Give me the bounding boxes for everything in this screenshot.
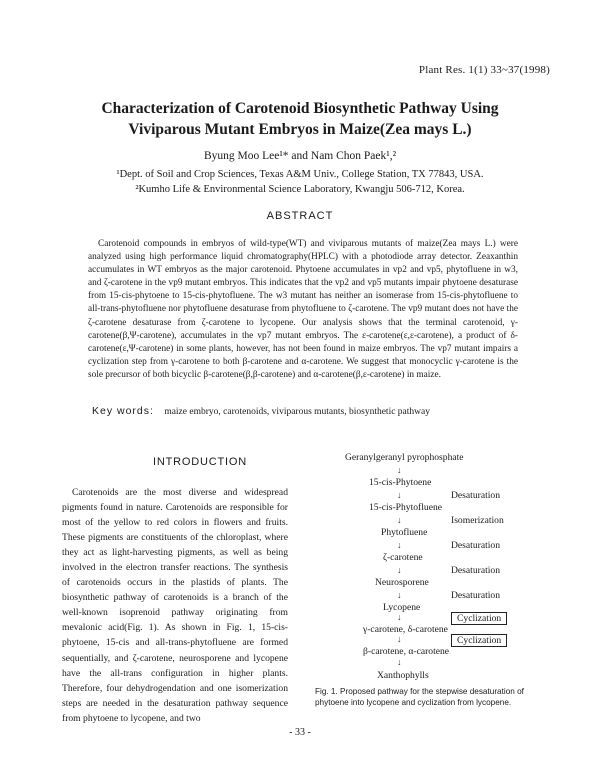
node-xanthophylls: Xanthophylls	[377, 670, 429, 681]
affiliations	[0, 167, 600, 197]
step-cyclization-2: Cyclization	[451, 634, 507, 647]
keywords-list: maize embryo, carotenoids, viviparous mutants, biosynthetic pathway	[164, 407, 430, 417]
step-cyclization-1: Cyclization	[451, 612, 507, 625]
abstract-heading: ABSTRACT	[266, 210, 334, 222]
keywords-label: Key words:	[92, 405, 154, 417]
figure-caption: Fig. 1. Proposed pathway for the stepwise desaturation of phytoene into lycopene and cyclization from lycopene.	[315, 687, 524, 707]
arrow-icon: ↓	[397, 515, 402, 525]
abstract-text: Carotenoid compounds in embryos of wild-type(WT) and viviparous mutants of maize(Zea mays L.) were analyzed using high performance liquid chromatography(HPLC) with a photodiode array detector. Zeaxanthin accumulates in WT embryos as the major carotenoid. Phytoene accumulates in vp2 and vp5, phytofluene in w3, and ζ-carotene in the vp9 mutant embryos. This indicates that the vp2 and vp5 mutants impair phytoene desaturase from 15-cis-phytoene to 15-cis-phytofluene. The w3 mutant has neither an isomerase from 15-cis-phytofluene to all-trans-phytofluene nor phytofluene desaturase from phytofluene to ζ-carotene. The vp9 mutant does not have the ζ-carotene desaturase from ζ-carotene to lycopene. Our analysis shows that the terminal carotenoid, γ-carotene(β,Ψ-carotene), accumulates in the vp7 mutant embryos. The ε-carotene(ε,ε-carotene), a product of δ-carotene(ε,Ψ-carotene) in some plants, however, has not been found in maize embryos. The vp7 mutant impairs a cyclization step from γ-carotene to both β-carotene and α-carotene. We suggest that monocyclic γ-carotene is the sole precursor of both bicyclic β-carotene(β,β-carotene) and α-carotene(β,ε-carotene) in maize.	[88, 239, 518, 380]
arrow-icon: ↓	[397, 490, 402, 500]
affiliation-2: ²Kumho Life & Environmental Science Laboratory, Kwangju 506-712, Korea.	[135, 184, 465, 195]
introduction-text: Carotenoids are the most diverse and widespread pigments found in nature. Carotenoids are responsible for most of the yellow to red colors in flowers and fruits. These pigments are constituents of the chloroplast, where they act as light-harvesting pigments, as well as being involved in the electron transfer reactions. The synthesis of carotenoids occurs in the plastids of plants. The biosynthetic pathway of carotenoids is a branch of the well-known isoprenoid pathway originating from mevalonic acid(Fig. 1). As shown in Fig. 1, 15-cis-phytoene, 15-cis and all-trans-phytofluene are formed sequentially, and ζ-carotene, neurosporene and lycopene have the all-trans configuration in higher plants. Therefore, four dehydrogendation and one isomerization steps are needed in the desaturation pathway sequence from phytoene to lycopene, and two	[62, 487, 288, 724]
arrow-icon: ↓	[397, 634, 402, 644]
step-isomerization: Isomerization	[451, 515, 504, 526]
page-number: - 33 -	[289, 727, 311, 738]
introduction-heading: INTRODUCTION	[153, 456, 247, 468]
step-desaturation-3: Desaturation	[451, 565, 501, 576]
node-beta-alpha-carotene: β-carotene, α-carotene	[363, 646, 450, 657]
journal-reference: Plant Res. 1(1) 33~37(1998)	[418, 64, 550, 76]
figure-1-pathway	[305, 452, 555, 712]
arrow-icon: ↓	[397, 565, 402, 575]
node-lycopene: Lycopene	[383, 602, 421, 613]
paper-title	[0, 98, 600, 140]
arrow-icon: ↓	[397, 657, 402, 667]
title-line-1: Characterization of Carotenoid Biosynthetic Pathway Using	[101, 100, 499, 117]
node-gamma-delta-carotene: γ-carotene, δ-carotene	[363, 624, 448, 635]
authors: Byung Moo Lee¹* and Nam Chon Paek¹,²	[203, 150, 397, 162]
arrow-icon: ↓	[397, 612, 402, 622]
node-zeta-carotene: ζ-carotene	[383, 552, 423, 563]
node-phytofluene: Phytofluene	[381, 527, 428, 538]
step-desaturation-2: Desaturation	[451, 540, 501, 551]
node-15cis-phytofluene: 15-cis-Phytofluene	[369, 502, 443, 513]
arrow-icon: ↓	[397, 465, 402, 475]
arrow-icon: ↓	[397, 540, 402, 550]
step-desaturation-1: Desaturation	[451, 490, 501, 501]
keywords	[92, 405, 430, 417]
step-desaturation-4: Desaturation	[451, 590, 501, 601]
node-ggpp: Geranylgeranyl pyrophosphate	[345, 452, 464, 463]
node-15cis-phytoene: 15-cis-Phytoene	[369, 477, 432, 488]
arrow-icon: ↓	[397, 590, 402, 600]
affiliation-1: ¹Dept. of Soil and Crop Sciences, Texas A&M Univ., College Station, TX 77843, USA.	[116, 169, 484, 180]
node-neurosporene: Neurosporene	[375, 577, 429, 588]
title-line-2: Viviparous Mutant Embryos in Maize(Zea mays L.)	[128, 121, 472, 138]
